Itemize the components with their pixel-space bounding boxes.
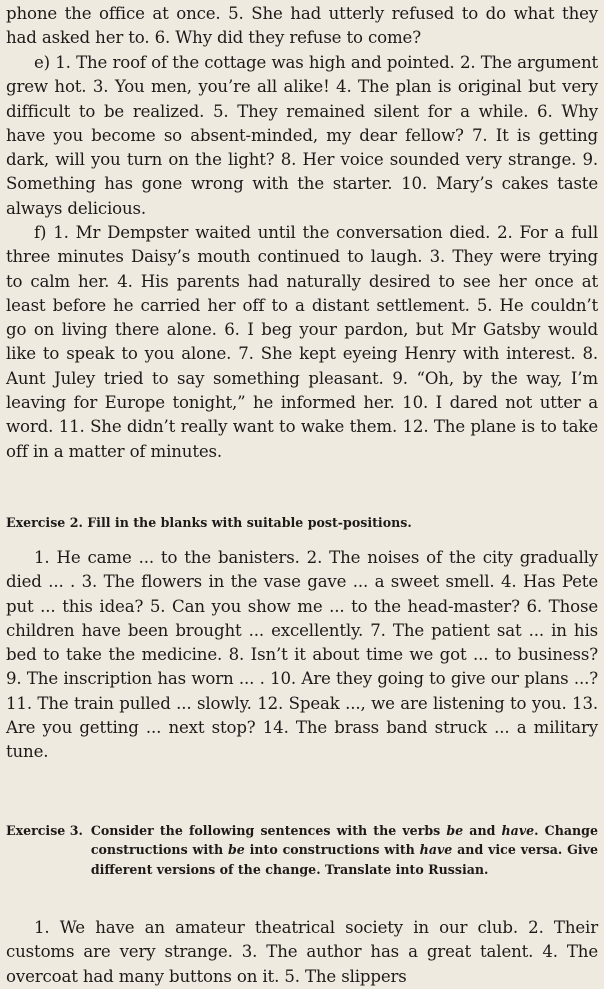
instruction-fragment: Consider the following sentences with the verbs xyxy=(90,823,447,838)
exercise-2-heading xyxy=(6,513,598,532)
exercise-3-heading xyxy=(6,821,598,879)
paragraph-section-f: f) 1. Mr Dempster waited until the conversation died. 2. For a full three minutes Daisy’s mouth continued to laugh. 3. They were trying to calm her. 4. His parents had naturally desired to see her once at least before he carried her off to a distant settlement. 5. He couldn’t go on living there alone. 6. I beg your pardon, but Mr Gatsby would like to speak to you alone. 7. She kept eyeing Henry with interest. 8. Aunt Juley tried to say something pleasant. 9. “Oh, by the way, I’m leaving for Europe tonight,” he informed her. 10. I dared not utter a word. 11. She didn’t really want to wake them. 12. The plane is to take off in a matter of minutes. xyxy=(6,223,598,461)
verb-be: be xyxy=(227,842,245,858)
instruction-fragment: into constructions with xyxy=(244,842,420,858)
exercise-3-text: 1. We have an amateur theatrical society in our club. 2. Their customs are very strange. 3. The author has a great talent. 4. The overcoat had many buttons on it. 5. The slippers xyxy=(6,918,598,986)
paragraph-continuation: phone the office at once. 5. She had utterly refused to do what they had asked her to. 6. Why did they refuse to come? xyxy=(6,4,598,48)
verb-have: have xyxy=(501,823,535,838)
verb-have: have xyxy=(419,842,453,858)
exercise-2-label: Exercise 2. xyxy=(6,515,83,530)
instruction-fragment: . Change constructions with xyxy=(90,823,598,858)
exercise-3-label: Exercise 3. xyxy=(6,823,83,838)
verb-be: be xyxy=(446,823,464,838)
exercise-2-instruction: Fill in the blanks with suitable post-positions. xyxy=(87,515,412,530)
exercise-3-instruction xyxy=(91,821,598,879)
exercise-2-text: 1. He came ... to the banisters. 2. The noises of the city gradually died ... . 3. The flowers in the vase gave ... a sweet smell. 4. Has Pete put ... this idea? 5. Can you show me ... to the head-master? 6. Those children have been brought ... excellently. 7. The patient sat ... in his bed to take the medicine. 8. Isn’t it about time we got ... to business? 9. The inscription has worn ... . 10. Are they going to give our plans ...? 11. The train pulled ... slowly. 12. Speak ..., we are listening to you. 13. Are you getting ... next stop? 14. The brass band struck ... a military tune. xyxy=(6,548,598,762)
instruction-fragment: and xyxy=(463,823,502,838)
instruction-fragment: and vice versa. Give different versions of the change. Translate into Russian. xyxy=(90,842,598,877)
paragraph-section-e: e) 1. The roof of the cottage was high and pointed. 2. The argument grew hot. 3. You men, you’re all alike! 4. The plan is original but very difficult to be realized. 5. They remained silent for a while. 6. Why have you become so absent-minded, my dear fellow? 7. It is getting dark, will you turn on the light? 8. Her voice sounded very strange. 9. Something has gone wrong with the starter. 10. Mary’s cakes taste always delicious. xyxy=(6,53,598,218)
